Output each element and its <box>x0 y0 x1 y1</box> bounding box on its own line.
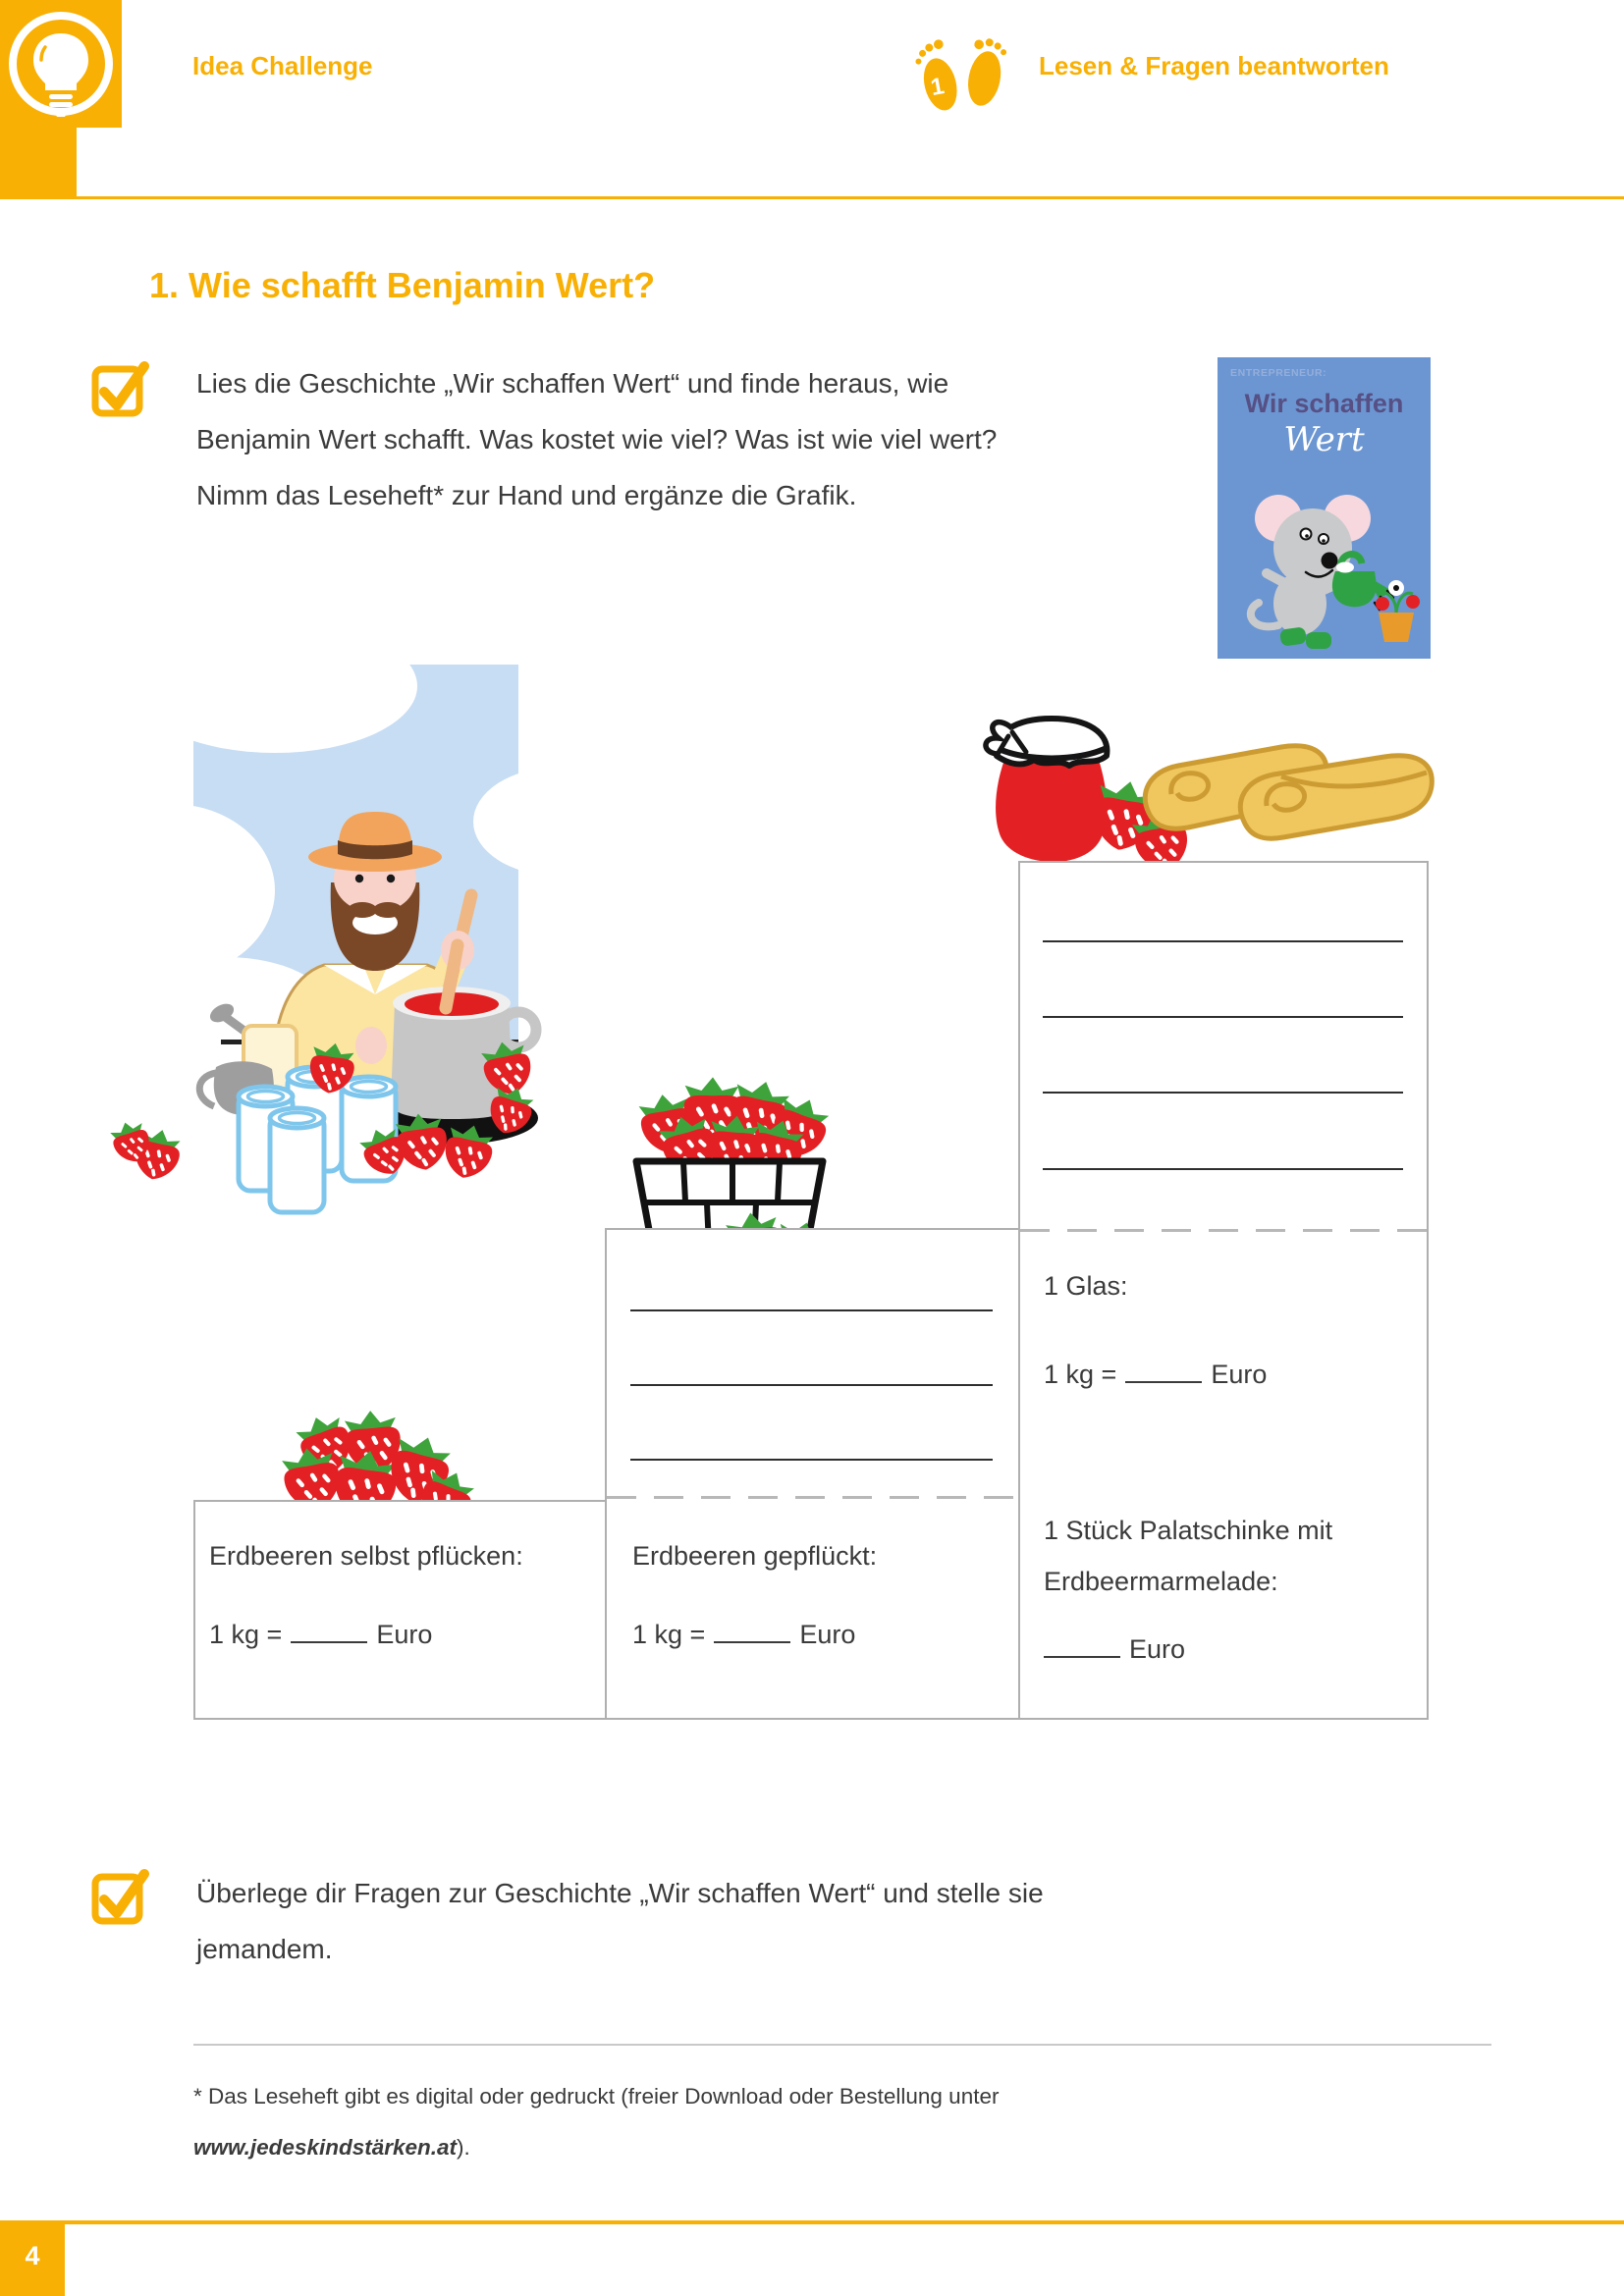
box-jam-price <box>1044 1358 1267 1390</box>
writing-line[interactable] <box>1043 940 1403 942</box>
task1-line: Lies die Geschichte „Wir schaffen Wert“ und finde heraus, wie <box>196 368 949 399</box>
price-prefix: 1 kg = <box>632 1620 706 1649</box>
page-number: 4 <box>25 2241 40 2270</box>
price-prefix: 1 kg = <box>209 1620 283 1649</box>
price-blank[interactable] <box>1125 1358 1202 1383</box>
footnote-line2 <box>193 2122 999 2173</box>
writing-line[interactable] <box>1043 1168 1403 1170</box>
box-jam-glass-label: 1 Glas: <box>1044 1271 1128 1301</box>
farmer-cooking-illustration <box>128 665 579 1261</box>
task1-line: Benjamin Wert schafft. Was kostet wie viel? Was ist wie viel wert? <box>196 424 998 454</box>
box-picked <box>605 1228 1020 1720</box>
price-blank[interactable] <box>714 1618 790 1643</box>
box-self-pick-price <box>209 1618 432 1650</box>
writing-line[interactable] <box>630 1309 993 1311</box>
task2-line: jemandem. <box>196 1934 333 1964</box>
box-jam-price2 <box>1044 1632 1185 1665</box>
box-jam-product <box>1018 861 1429 1720</box>
book-cover-title: Wir schaffen <box>1244 389 1404 418</box>
footprints-icon <box>908 27 1021 121</box>
footnote-divider <box>193 2044 1491 2046</box>
task2-line: Überlege dir Fragen zur Geschichte „Wir schaffen Wert“ und stelle sie <box>196 1878 1044 1908</box>
footnote-line1: * Das Leseheft gibt es digital oder gedruckt (freier Download oder Bestellung unter <box>193 2084 1000 2109</box>
item-label-line: 1 Stück Palatschinke mit <box>1044 1516 1333 1545</box>
footnote <box>193 2071 999 2173</box>
pancakes-icon <box>1134 720 1440 859</box>
page-title: 1. Wie schafft Benjamin Wert? <box>149 265 656 305</box>
header-right-label: Lesen & Fragen beantworten <box>1039 51 1389 80</box>
dashed-divider <box>1020 1229 1427 1232</box>
lightbulb-icon <box>0 0 122 128</box>
dashed-divider <box>607 1496 1020 1499</box>
book-cover <box>1218 357 1431 659</box>
step-number: 1 <box>928 73 947 101</box>
writing-line[interactable] <box>1043 1016 1403 1018</box>
price-prefix: 1 kg = <box>1044 1360 1117 1389</box>
price-suffix: Euro <box>1129 1634 1186 1664</box>
price-blank[interactable] <box>1044 1632 1120 1658</box>
box-jam-item-label <box>1044 1505 1332 1607</box>
header-rule <box>0 196 1624 199</box>
box-picked-label: Erdbeeren gepflückt: <box>632 1541 878 1571</box>
book-cover-kicker: ENTREPRENEUR: <box>1230 367 1327 379</box>
item-label-line: Erdbeermarmelade: <box>1044 1567 1278 1596</box>
writing-line[interactable] <box>630 1459 993 1461</box>
footnote-url[interactable]: www.jedeskindstärken.at <box>193 2135 458 2160</box>
checkbox-icon[interactable] <box>90 359 151 420</box>
task1-line: Nimm das Leseheft* zur Hand und ergänze die Grafik. <box>196 480 857 510</box>
writing-line[interactable] <box>630 1384 993 1386</box>
task1-text <box>196 355 997 523</box>
page-number-badge <box>0 2220 65 2296</box>
writing-line[interactable] <box>1043 1092 1403 1094</box>
footer-rule <box>0 2220 1624 2224</box>
price-suffix: Euro <box>799 1620 856 1649</box>
footnote-after-url: ). <box>457 2135 470 2160</box>
price-suffix: Euro <box>376 1620 433 1649</box>
box-picked-price <box>632 1618 855 1650</box>
header-left-label: Idea Challenge <box>192 51 373 80</box>
checkbox-icon[interactable] <box>90 1867 151 1928</box>
mouse-watering-icon <box>1231 493 1418 655</box>
box-self-pick-label: Erdbeeren selbst pflücken: <box>209 1541 523 1571</box>
book-cover-subtitle: Wert <box>1283 420 1365 459</box>
box-self-pick <box>193 1500 607 1720</box>
price-blank[interactable] <box>291 1618 367 1643</box>
task2-text <box>196 1865 1044 1977</box>
price-suffix: Euro <box>1211 1360 1268 1389</box>
